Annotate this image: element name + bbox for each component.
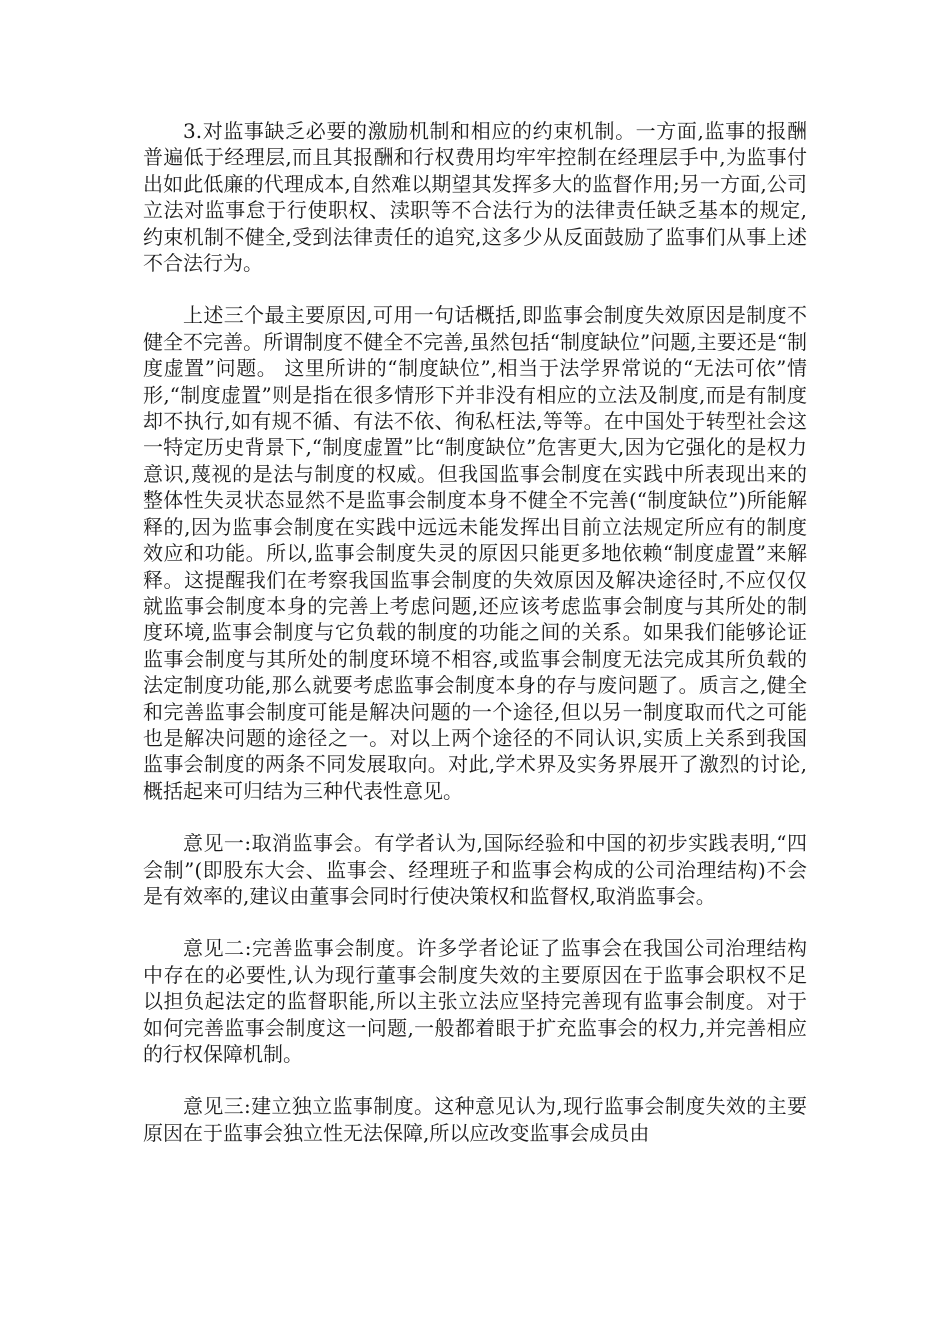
paragraph-institutional-causes: 上述三个最主要原因,可用一句话概括,即监事会制度失效原因是制度不健全不完善。所谓制度不健全不完善,虽然包括“制度缺位”问题,主要还是“制度虚置”问题。 这里所讲的“制度缺位”,相当于法学界常说的“无法可依”情形,“制度虚置”则是指在很多情形下并非没有相应的立法及制度,而是有制度却不执行,如有规不循、有法不依、徇私枉法,等等。在中国处于转型社会这一特定历史背景下,“制度虚置”比“制度缺位”危害更大,因为它强化的是权力意识,蔑视的是法与制度的权威。但我国监事会制度在实践中所表现出来的整体性失灵状态显然不是监事会制度本身不健全不完善(“制度缺位”)所能解释的,因为监事会制度在实践中远远未能发挥出目前立法规定所应有的制度效应和功能。所以,监事会制度失灵的原因只能更多地依赖“制度虚置”来解释。这提醒我们在考察我国监事会制度的失效原因及解决途径时,不应仅仅就监事会制度本身的完善上考虑问题,还应该考虑监事会制度与其所处的制度环境,监事会制度与它负载的制度的功能之间的关系。如果我们能够论证监事会制度与其所处的制度环境不相容,或监事会制度无法完成其所负载的法定制度功能,那么就要考虑监事会制度本身的存与废问题了。质言之,健全和完善监事会制度可能是解决问题的一个途径,但以另一制度取而代之可能也是解决问题的途径之一。对以上两个途径的不同认识,实质上关系到我国监事会制度的两条不同发展取向。对此,学术界及实务界展开了激烈的讨论,概括起来可归结为三种代表性意见。 [143,303,807,803]
paragraph-incentive-mechanism: 3.对监事缺乏必要的激励机制和相应的约束机制。一方面,监事的报酬普遍低于经理层,而且其报酬和行权费用均牢牢控制在经理层手中,为监事付出如此低廉的代理成本,自然难以期望其发挥多大的监督作用;另一方面,公司立法对监事怠于行使职权、渎职等不合法行为的法律责任缺乏基本的规定,约束机制不健全,受到法律责任的追究,这多少从反面鼓励了监事们从事上述不合法行为。 [143,119,807,276]
paragraph-opinion-one: 意见一:取消监事会。有学者认为,国际经验和中国的初步实践表明,“四会制”(即股东大会、监事会、经理班子和监事会构成的公司治理结构)不会是有效率的,建议由董事会同时行使决策权和监督权,取消监事会。 [143,831,807,908]
paragraph-opinion-two: 意见二:完善监事会制度。许多学者论证了监事会在我国公司治理结构中存在的必要性,认为现行董事会制度失效的主要原因在于监事会职权不足以担负起法定的监督职能,所以主张立法应坚持完善现有监事会制度。对于如何完善监事会制度这一问题,一般都着眼于扩充监事会的权力,并完善相应的行权保障机制。 [143,936,807,1066]
document-body [143,118,807,1172]
paragraph-opinion-three: 意见三:建立独立监事制度。这种意见认为,现行监事会制度失效的主要原因在于监事会独立性无法保障,所以应改变监事会成员由 [143,1094,807,1145]
